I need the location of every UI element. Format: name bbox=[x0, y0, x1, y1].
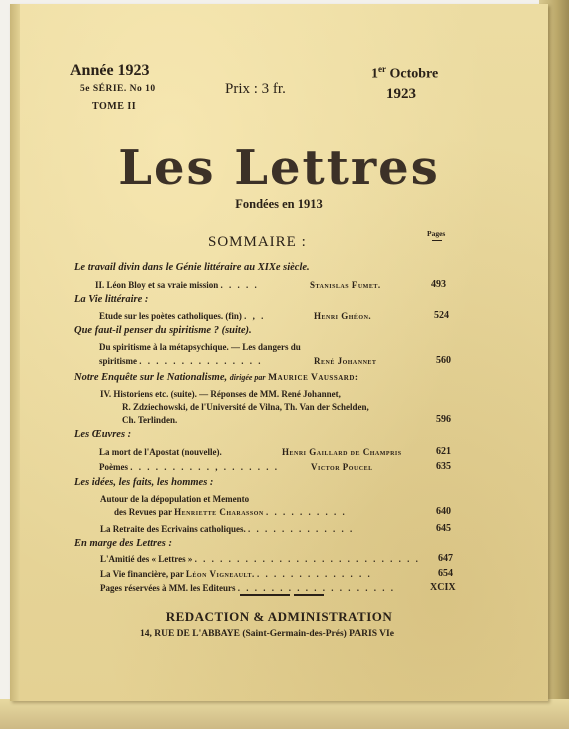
entry-title: II. Léon Bloy et sa vraie mission . . . . . bbox=[95, 280, 259, 290]
entry-page: 524 bbox=[434, 310, 449, 321]
section-heading: Que faut-il penser du spiritisme ? (suite). bbox=[74, 325, 252, 336]
entry-title: Etude sur les poètes catholiques. (fin) . , . bbox=[99, 311, 266, 321]
founded-subtitle: Fondées en 1913 bbox=[235, 197, 323, 211]
volume-label: TOME II bbox=[92, 101, 137, 112]
entry-author: René Johannet bbox=[314, 356, 377, 366]
section-heading: Les Œuvres : bbox=[74, 429, 132, 440]
entry-page: 560 bbox=[436, 355, 451, 366]
issue-date-year: 1923 bbox=[386, 86, 416, 102]
entry-author: Victor Poucel bbox=[311, 462, 373, 472]
entry-page: 493 bbox=[431, 279, 446, 290]
entry-line: Autour de la dépopulation et Memento bbox=[100, 494, 250, 504]
entry-line: Du spiritisme à la métapsychique. — Les dangers du bbox=[99, 342, 301, 352]
contents-heading: SOMMAIRE : bbox=[208, 234, 307, 250]
entry-title: Poèmes . . . . . . . . . . , . . . . . . . bbox=[99, 462, 279, 472]
section-heading: Le travail divin dans le Génie littéraire au XIXe siècle. bbox=[74, 262, 310, 273]
section-heading: Notre Enquête sur le Nationalisme, dirigée par Maurice Vaussard: bbox=[74, 372, 359, 383]
pages-column-label: Pages bbox=[427, 229, 446, 238]
entry-page: 645 bbox=[436, 523, 451, 534]
entry-title: des Revues par Henriette Charasson . . . . . . . . . . bbox=[114, 507, 347, 517]
entry-page: 596 bbox=[436, 414, 451, 425]
section-heading: Les idées, les faits, les hommes : bbox=[74, 477, 214, 488]
entry-title: La mort de l'Apostat (nouvelle). bbox=[99, 447, 222, 457]
divider-rule bbox=[240, 594, 290, 596]
entry-page: 621 bbox=[436, 446, 451, 457]
entry-title: Pages réservées à MM. les Editeurs . . . . . . . . . . . . . . . . . . . bbox=[100, 583, 395, 593]
divider-rule bbox=[294, 594, 324, 596]
entry-page: XCIX bbox=[430, 582, 456, 593]
editorial-address: 14, RUE DE L'ABBAYE (Saint-Germain-des-Prés) PARIS VIe bbox=[140, 629, 394, 639]
entry-author: Stanislas Fumet. bbox=[310, 280, 381, 290]
magazine-title: Les Lettres bbox=[118, 140, 440, 196]
spine-edge bbox=[10, 4, 20, 701]
section-heading: La Vie littéraire : bbox=[74, 294, 149, 305]
year-label: Année 1923 bbox=[70, 62, 150, 79]
entry-line: R. Zdziechowski, de l'Université de Vilna, Th. Van der Schelden, bbox=[122, 402, 369, 412]
entry-author: Henri Gaillard de Champris bbox=[282, 447, 402, 457]
entry-title: Ch. Terlinden. bbox=[122, 415, 178, 425]
editorial-heading: REDACTION & ADMINISTRATION bbox=[165, 609, 393, 624]
entry-title: spiritisme . . . . . . . . . . . . . . . bbox=[99, 356, 263, 366]
entry-page: 654 bbox=[438, 568, 453, 579]
series-label: 5e SÉRIE. No 10 bbox=[80, 84, 156, 94]
pages-rule bbox=[432, 240, 442, 241]
entry-page: 640 bbox=[436, 506, 451, 517]
issue-date-day: 1er Octobre bbox=[371, 64, 439, 82]
entry-title: L'Amitié des « Lettres » . . . . . . . . . . . . . . . . . . . . . . . . . . . bbox=[100, 554, 420, 564]
entry-title: La Vie financière, par Léon Vigneault. . . . . . . . . . . . . . . bbox=[100, 569, 372, 579]
section-heading: En marge des Lettres : bbox=[74, 538, 172, 549]
entry-title: La Retraite des Ecrivains catholiques. . . . . . . . . . . . . . bbox=[100, 524, 355, 534]
entry-page: 647 bbox=[438, 553, 453, 564]
page-bottom-shadow bbox=[0, 699, 569, 729]
entry-author: Henri Ghéon. bbox=[314, 311, 372, 321]
entry-line: IV. Historiens etc. (suite). — Réponses de MM. René Johannet, bbox=[100, 389, 341, 399]
magazine-cover bbox=[10, 4, 548, 701]
price-label: Prix : 3 fr. bbox=[225, 81, 286, 97]
entry-page: 635 bbox=[436, 461, 451, 472]
